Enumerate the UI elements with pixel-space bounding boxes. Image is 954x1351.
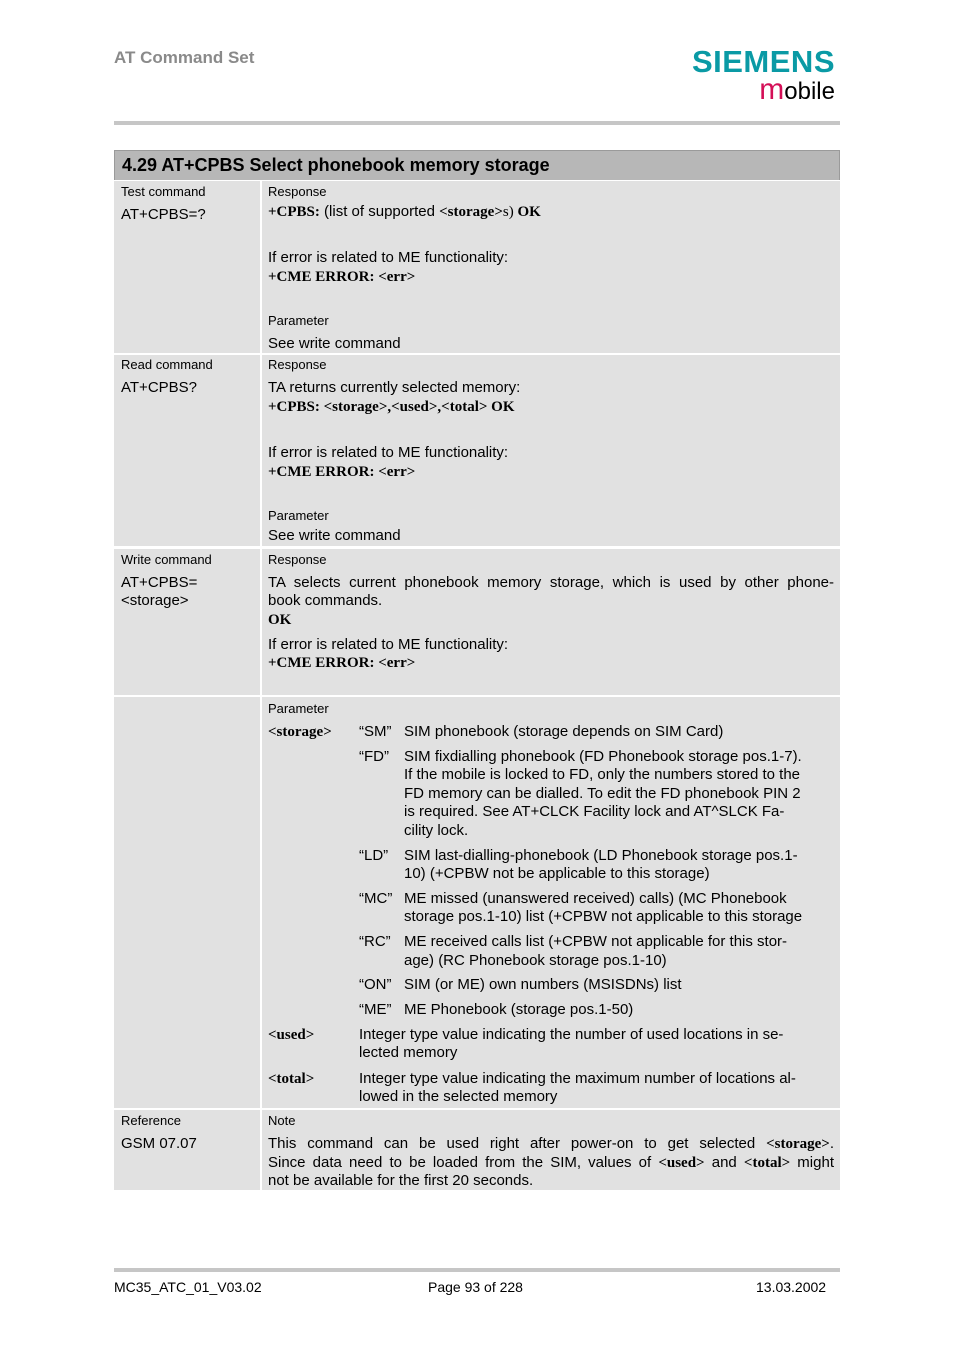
write-right-cell xyxy=(262,549,840,695)
storage-code-sm: “SM” xyxy=(359,723,392,740)
reference-label: Reference xyxy=(121,1113,181,1128)
storage-desc-sm: SIM phonebook (storage depends on SIM Card) xyxy=(404,723,724,740)
test-command-label: Test command xyxy=(121,184,206,199)
header-rule xyxy=(114,121,840,125)
storage-code-ld: “LD” xyxy=(359,847,389,864)
param-used-desc-2: lected memory xyxy=(359,1044,458,1061)
storage-desc-fd-2: If the mobile is locked to FD, only the numbers stored to the xyxy=(404,766,801,783)
storage-desc-ld-1: SIM last-dialling-phonebook (LD Phonebook storage pos.1- xyxy=(404,847,798,864)
storage-desc-rc-2: age) (RC Phonebook storage pos.1-10) xyxy=(404,952,667,969)
write-parameter-label: Parameter xyxy=(268,701,329,716)
siemens-mobile-logo xyxy=(693,44,839,106)
section-title: 4.29 AT+CPBS Select phonebook memory storage xyxy=(122,155,550,175)
param-total-desc-2: lowed in the selected memory xyxy=(359,1088,558,1105)
logo-mobile: mobile xyxy=(759,73,835,106)
note-line-1: This command can be used right after power-on to get selected <storage>. xyxy=(268,1135,834,1152)
storage-code-rc: “RC” xyxy=(359,933,391,950)
footer-doc-id: MC35_ATC_01_V03.02 xyxy=(114,1279,262,1295)
write-command-label: Write command xyxy=(121,552,212,567)
footer-date: 13.03.2002 xyxy=(756,1279,827,1295)
read-parameter-label: Parameter xyxy=(268,508,329,523)
test-error-code: +CME ERROR: <err> xyxy=(268,269,416,285)
write-error-intro: If error is related to ME functionality: xyxy=(268,636,509,653)
write-left-cell xyxy=(114,549,260,695)
storage-desc-mc-2: storage pos.1-10) list (+CPBW not applicable to this storage xyxy=(404,908,803,925)
param-used-desc-1: Integer type value indicating the number of used locations in se- xyxy=(359,1026,784,1043)
note-line-2: Since data need to be loaded from the SIM, values of <used> and <total> might xyxy=(268,1154,834,1171)
storage-desc-rc-1: ME received calls list (+CPBW not applicable for this stor- xyxy=(404,933,788,950)
read-command-label: Read command xyxy=(121,357,213,372)
param-used-name: <used> xyxy=(268,1027,315,1043)
param-total-name: <total> xyxy=(268,1071,315,1087)
storage-code-me: “ME” xyxy=(359,1001,392,1018)
test-response: +CPBS: (list of supported <storage>s) OK xyxy=(268,203,541,220)
header-title: AT Command Set xyxy=(114,48,255,67)
section-heading xyxy=(114,150,840,180)
reference-value: GSM 07.07 xyxy=(121,1135,197,1152)
storage-desc-on: SIM (or ME) own numbers (MSISDNs) list xyxy=(404,976,682,993)
read-command: AT+CPBS? xyxy=(121,379,198,396)
param-total-desc-1: Integer type value indicating the maximum number of locations al- xyxy=(359,1070,796,1087)
logo-brand: SIEMENS xyxy=(691,44,835,79)
note-label: Note xyxy=(268,1113,296,1128)
storage-code-fd: “FD” xyxy=(359,748,389,765)
storage-code-on: “ON” xyxy=(359,976,392,993)
storage-code-mc: “MC” xyxy=(359,890,393,907)
write-response-label: Response xyxy=(268,552,327,567)
param-storage-name: <storage> xyxy=(268,724,332,740)
test-command: AT+CPBS=? xyxy=(121,206,206,223)
test-parameter-label: Parameter xyxy=(268,313,329,328)
write-command-line-1: AT+CPBS= xyxy=(121,574,198,591)
read-response-intro: TA returns currently selected memory: xyxy=(268,379,521,396)
read-parameter-text: See write command xyxy=(268,527,401,544)
footer-rule xyxy=(114,1268,840,1272)
storage-desc-me: ME Phonebook (storage pos.1-50) xyxy=(404,1001,634,1018)
read-error-intro: If error is related to ME functionality: xyxy=(268,444,509,461)
write-error-code: +CME ERROR: <err> xyxy=(268,655,416,671)
storage-desc-fd-3: FD memory can be dialled. To edit the FD phonebook PIN 2 xyxy=(404,785,801,802)
note-line-3: not be available for the first 20 seconds. xyxy=(268,1172,534,1189)
footer-page-number: Page 93 of 228 xyxy=(428,1279,523,1295)
write-response-line-2: book commands. xyxy=(268,592,383,609)
test-error-intro: If error is related to ME functionality: xyxy=(268,249,509,266)
read-error-code: +CME ERROR: <err> xyxy=(268,464,416,480)
storage-desc-fd-1: SIM fixdialling phonebook (FD Phonebook storage pos.1-7). xyxy=(404,748,802,765)
storage-desc-fd-4: is required. See AT+CLCK Facility lock and AT^SLCK Fa- xyxy=(404,803,785,820)
write-response-line-1: TA selects current phonebook memory storage, which is used by other phone- xyxy=(268,574,834,591)
storage-desc-mc-1: ME missed (unanswered received) calls) (MC Phonebook xyxy=(404,890,787,907)
param-left-cell xyxy=(114,697,260,1108)
write-command-line-2: <storage> xyxy=(121,592,189,609)
read-response-code: +CPBS: <storage>,<used>,<total> OK xyxy=(268,399,515,415)
test-parameter-text: See write command xyxy=(268,335,401,352)
test-response-label: Response xyxy=(268,184,327,199)
read-response-label: Response xyxy=(268,357,327,372)
storage-desc-fd-5: cility lock. xyxy=(404,822,469,839)
storage-desc-ld-2: 10) (+CPBW not be applicable to this storage) xyxy=(404,865,710,882)
write-response-ok: OK xyxy=(268,612,292,628)
